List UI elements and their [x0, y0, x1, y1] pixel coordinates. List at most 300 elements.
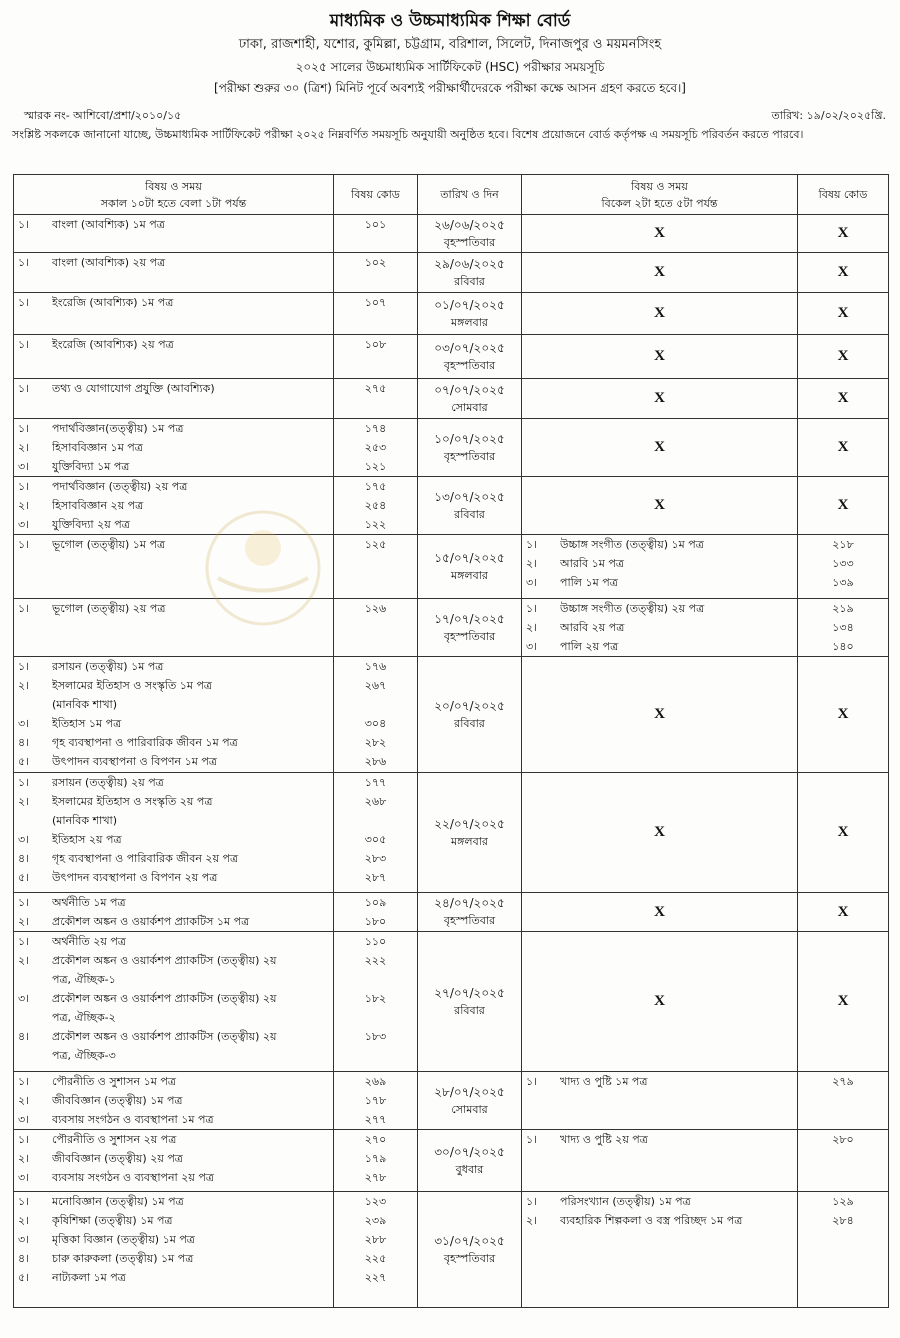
date-cell	[418, 379, 522, 419]
subject-code: ২১৮	[832, 538, 854, 551]
subject-line	[14, 1130, 333, 1149]
subject-name: বাংলা (আবশ্যিক) ২য় পত্র	[52, 256, 166, 269]
date-cell	[418, 773, 522, 893]
subject-name: জীববিজ্ঞান (তত্ত্বীয়) ২য় পত্র	[52, 1152, 183, 1165]
subject-code	[334, 695, 417, 714]
exam-date: ২৬/০৬/২০২৫	[434, 217, 505, 232]
date-cell	[418, 1130, 522, 1192]
subject-line	[14, 1249, 333, 1268]
subject-line	[14, 477, 333, 496]
subject-number	[14, 811, 52, 830]
subject-number: ৪।	[18, 1030, 30, 1043]
subject-code: ১৭৬	[364, 660, 387, 673]
exam-day: রবিবার	[454, 1003, 485, 1017]
subject-name: প্রকৌশল অঙ্কন ও ওয়ার্কশপ প্র্যাকটিস ১ম পত্র	[52, 915, 250, 928]
subject-name: (মানবিক শাখা)	[52, 814, 118, 827]
table-row	[14, 657, 889, 773]
afternoon-subject-cell	[522, 1072, 798, 1130]
subject-code	[334, 970, 417, 989]
subject-number: ১।	[526, 538, 538, 551]
subject-line	[14, 599, 333, 618]
subject-code: ২৫৩	[364, 441, 387, 454]
subject-number: ৪।	[18, 736, 30, 749]
subject-code: ২৮০	[832, 1133, 854, 1146]
morning-subject-cell	[14, 657, 334, 773]
date-cell	[418, 932, 522, 1072]
exam-date: ০৩/০৭/২০২৫	[434, 340, 505, 355]
subject-name: ভূগোল (তত্ত্বীয়) ২য় পত্র	[52, 602, 166, 615]
subject-number: ৩।	[526, 640, 538, 653]
subject-number: ৩।	[18, 1113, 30, 1126]
table-row	[14, 1130, 889, 1192]
subject-code: ২৬৯	[364, 1075, 387, 1088]
exam-date: ১৩/০৭/২০২৫	[434, 489, 505, 504]
afternoon-subject-cell	[522, 599, 798, 657]
notice-text: সংশ্লিষ্ট সকলকে জানানো যাচ্ছে, উচ্চমাধ্যমিক সার্টিফিকেট পরীক্ষা ২০২৫ নিম্নবর্ণিত সময়সূচি অনুযায়ী অনুষ্ঠিত হবে। বিশেষ প্রয়োজনে বোর্ড কর্তৃপক্ষ এ সময়সূচি পরিবর্তন করতে পারবে।	[12, 128, 804, 141]
subject-name: উৎপাদন ব্যবস্থাপনা ও বিপণন ১ম পত্র	[52, 755, 217, 768]
exam-instruction: [পরীক্ষা শুরুর ৩০ (ত্রিশ) মিনিট পূর্বে অবশ্যই পরীক্ষার্থীদেরকে পরীক্ষা কক্ষে আসন গ্রহণ করতে হবে।]	[214, 81, 686, 95]
subject-code: ৩০৫	[364, 833, 387, 846]
no-exam-mark: X	[798, 477, 889, 535]
subject-number: ৩।	[18, 717, 30, 730]
subject-number: ৪।	[18, 852, 30, 865]
subject-number: ১।	[18, 776, 30, 789]
subject-number: ৩।	[18, 1233, 30, 1246]
morning-subject-cell	[14, 379, 334, 419]
subject-number: ২।	[18, 1094, 30, 1107]
schedule-body	[14, 215, 889, 1308]
subject-name: ইসলামের ইতিহাস ও সংস্কৃতি ২য় পত্র	[52, 795, 213, 808]
subject-name: পত্র, ঐচ্ছিক-২	[52, 1011, 116, 1024]
exam-date: ০৭/০৭/২০২৫	[434, 382, 505, 397]
subject-name: কৃষিশিক্ষা (তত্ত্বীয়) ১ম পত্র	[52, 1214, 173, 1227]
board-cities: ঢাকা, রাজশাহী, যশোর, কুমিল্লা, চট্টগ্রাম, বরিশাল, সিলেট, দিনাজপুর ও ময়মনসিংহ	[238, 37, 662, 52]
exam-day: বৃহস্পতিবার	[443, 914, 496, 927]
exam-day: রবিবার	[454, 507, 485, 521]
subject-line	[14, 773, 333, 792]
subject-number: ১।	[18, 602, 30, 615]
subject-line	[14, 215, 333, 234]
subject-code: ২৮৭	[364, 871, 387, 884]
subject-line	[14, 676, 333, 695]
subject-code: ২৮৩	[364, 852, 387, 865]
subject-number: ১।	[18, 296, 30, 309]
subject-code	[334, 1008, 417, 1027]
morning-code-cell	[334, 657, 418, 773]
no-exam-mark: X	[798, 253, 889, 293]
morning-code-cell	[334, 419, 418, 477]
subject-number: ১।	[18, 538, 30, 551]
morning-code-cell	[334, 215, 418, 253]
morning-subject-cell	[14, 1192, 334, 1308]
subject-code: ২৮৮	[364, 1233, 387, 1246]
exam-date: ২৭/০৭/২০২৫	[434, 985, 505, 1000]
date-cell	[418, 535, 522, 599]
subject-line	[14, 792, 333, 811]
no-exam-mark: X	[522, 932, 798, 1072]
subject-code: ২৮৪	[832, 1214, 854, 1227]
board-name: মাধ্যমিক ও উচ্চমাধ্যমিক শিক্ষা বোর্ড	[329, 11, 571, 31]
exam-day: বুধবার	[455, 1162, 484, 1176]
subject-code: ১২৫	[364, 538, 387, 551]
table-row	[14, 215, 889, 253]
subject-line	[14, 1046, 333, 1065]
exam-day: মঙ্গলবার	[451, 315, 488, 329]
subject-number: ৩।	[18, 1171, 30, 1184]
subject-name: ভূগোল (তত্ত্বীয়) ১ম পত্র	[52, 538, 166, 551]
subject-code: ৩০৪	[364, 717, 387, 730]
exam-day: সোমবার	[451, 400, 488, 414]
subject-number: ১।	[18, 382, 30, 395]
date-cell	[418, 419, 522, 477]
subject-number: ১।	[18, 218, 30, 231]
subject-line	[14, 253, 333, 272]
table-row	[14, 1192, 889, 1308]
exam-day: বৃহস্পতিবার	[443, 235, 496, 249]
exam-day: বৃহস্পতিবার	[443, 358, 496, 372]
table-row	[14, 477, 889, 535]
table-row	[14, 419, 889, 477]
subject-line	[522, 535, 797, 554]
subject-line	[14, 912, 333, 931]
exam-schedule-table	[13, 174, 889, 1308]
date-cell	[418, 215, 522, 253]
table-row	[14, 773, 889, 893]
subject-number: ১।	[18, 935, 30, 948]
subject-code: ১৮২	[364, 992, 387, 1005]
subject-name: যুক্তিবিদ্যা ২য় পত্র	[52, 518, 130, 531]
table-row	[14, 893, 889, 932]
morning-subject-cell	[14, 253, 334, 293]
subject-name: মৃত্তিকা বিজ্ঞান (তত্ত্বীয়) ১ম পত্র	[52, 1233, 195, 1246]
subject-number	[14, 695, 52, 714]
date-cell	[418, 1192, 522, 1308]
subject-name: ইংরেজি (আবশ্যিক) ১ম পত্র	[52, 296, 174, 309]
subject-number	[14, 1046, 52, 1065]
subject-number	[14, 970, 52, 989]
subject-name: উৎপাদন ব্যবস্থাপনা ও বিপণন ২য় পত্র	[52, 871, 218, 884]
exam-day: সোমবার	[451, 1102, 488, 1116]
subject-line	[14, 335, 333, 354]
subject-number: ২।	[526, 557, 538, 570]
exam-date: ২৮/০৭/২০২৫	[434, 1084, 505, 1099]
schedule-title: ২০২৫ সালের উচ্চমাধ্যমিক সার্টিফিকেট (HSC) পরীক্ষার সময়সূচি	[295, 60, 605, 74]
subject-code: ১৭৪	[364, 422, 387, 435]
morning-code-cell	[334, 379, 418, 419]
subject-name: ব্যবসায় সংগঠন ও ব্যবস্থাপনা ১ম পত্র	[52, 1113, 214, 1126]
subject-name: পত্র, ঐচ্ছিক-১	[52, 973, 116, 986]
no-exam-mark: X	[522, 215, 798, 253]
subject-line	[522, 599, 797, 618]
subject-line	[14, 868, 333, 887]
afternoon-subject-cell	[522, 1130, 798, 1192]
subject-number: ৪।	[18, 1252, 30, 1265]
morning-code-cell	[334, 1072, 418, 1130]
exam-day: বৃহস্পতিবার	[443, 449, 496, 463]
subject-number: ২।	[18, 795, 30, 808]
subject-code: ১৪০	[832, 640, 854, 653]
subject-number: ১।	[18, 1075, 30, 1088]
subject-line	[14, 1211, 333, 1230]
morning-code-cell	[334, 293, 418, 335]
subject-name: অর্থনীতি ১ম পত্র	[52, 896, 126, 909]
exam-day: মঙ্গলবার	[451, 568, 488, 582]
subject-number: ১।	[18, 660, 30, 673]
no-exam-mark: X	[522, 419, 798, 477]
subject-number: ২।	[526, 621, 538, 634]
subject-code	[334, 811, 417, 830]
subject-number: ৩।	[18, 992, 30, 1005]
afternoon-code-cell	[798, 1072, 889, 1130]
afternoon-subject-cell	[522, 535, 798, 599]
morning-subject-cell	[14, 1072, 334, 1130]
morning-subject-cell	[14, 293, 334, 335]
subject-line	[522, 554, 797, 573]
date-cell	[418, 253, 522, 293]
date-cell	[418, 477, 522, 535]
memo-date: তারিখ: ১৯/০২/২০২৫খ্রি.	[771, 109, 886, 122]
table-row	[14, 253, 889, 293]
no-exam-mark: X	[522, 893, 798, 932]
subject-name: ইসলামের ইতিহাস ও সংস্কৃতি ১ম পত্র	[52, 679, 213, 692]
table-row	[14, 335, 889, 379]
subject-number: ১।	[18, 422, 30, 435]
subject-code: ১২৩	[364, 1195, 387, 1208]
afternoon-code-cell	[798, 535, 889, 599]
subject-line	[14, 515, 333, 534]
subject-line	[14, 1008, 333, 1027]
header-afternoon-label: বিষয় ও সময়	[631, 179, 688, 193]
subject-name: তথ্য ও যোগাযোগ প্রযুক্তি (আবশ্যিক)	[52, 382, 215, 395]
subject-name: হিসাববিজ্ঞান ২য় পত্র	[52, 499, 144, 512]
subject-code: ১৩৩	[832, 557, 854, 570]
no-exam-mark: X	[522, 477, 798, 535]
subject-number: ১।	[18, 1195, 30, 1208]
subject-code: ১৭৭	[364, 776, 387, 789]
exam-day: বৃহস্পতিবার	[443, 629, 496, 643]
exam-date: ১০/০৭/২০২৫	[434, 431, 505, 446]
subject-line	[14, 695, 333, 714]
subject-number: ১।	[18, 1133, 30, 1146]
subject-name: ব্যবহারিক শিল্পকলা ও বস্ত্র পরিচ্ছদ ১ম পত্র	[560, 1214, 743, 1227]
subject-code: ২৭৭	[364, 1113, 387, 1126]
subject-line	[14, 951, 333, 970]
subject-name: জীববিজ্ঞান (তত্ত্বীয়) ১ম পত্র	[52, 1094, 183, 1107]
afternoon-code-cell	[798, 1192, 889, 1308]
subject-name: চারু কারুকলা (তত্ত্বীয়) ১ম পত্র	[52, 1252, 194, 1265]
subject-code: ১১০	[364, 935, 387, 948]
subject-number: ৫।	[18, 755, 30, 768]
subject-code	[334, 1046, 417, 1065]
subject-line	[14, 849, 333, 868]
subject-line	[14, 714, 333, 733]
subject-line	[522, 1192, 797, 1211]
subject-name: পালি ২য় পত্র	[560, 640, 619, 653]
table-row	[14, 379, 889, 419]
exam-date: ৩০/০৭/২০২৫	[434, 1144, 505, 1159]
subject-number: ১।	[18, 256, 30, 269]
subject-code: ১৮০	[364, 915, 387, 928]
subject-code: ২৮৬	[364, 755, 387, 768]
exam-date: ১৭/০৭/২০২৫	[434, 611, 505, 626]
subject-name: প্রকৌশল অঙ্কন ও ওয়ার্কশপ প্র্যাকটিস (তত্ত্বীয়) ২য়	[52, 992, 277, 1005]
subject-line	[14, 1230, 333, 1249]
subject-line	[14, 438, 333, 457]
exam-date: ২৪/০৭/২০২৫	[434, 896, 505, 910]
exam-date: ২০/০৭/২০২৫	[434, 698, 505, 713]
subject-number: ৩।	[18, 460, 30, 473]
subject-line	[522, 1211, 797, 1230]
subject-code: ১৭৯	[364, 1152, 387, 1165]
subject-name: খাদ্য ও পুষ্টি ২য় পত্র	[560, 1133, 648, 1146]
morning-code-cell	[334, 773, 418, 893]
morning-subject-cell	[14, 1130, 334, 1192]
afternoon-subject-cell	[522, 1192, 798, 1308]
subject-name: বাংলা (আবশ্যিক) ১ম পত্র	[52, 218, 165, 231]
date-cell	[418, 1072, 522, 1130]
subject-name: (মানবিক শাখা)	[52, 698, 118, 711]
no-exam-mark: X	[522, 253, 798, 293]
subject-number: ২।	[526, 1214, 538, 1227]
subject-line	[14, 1192, 333, 1211]
header-date: তারিখ ও দিন	[418, 175, 522, 215]
morning-code-cell	[334, 535, 418, 599]
no-exam-mark: X	[522, 379, 798, 419]
subject-number: ১।	[526, 602, 538, 615]
subject-name: যুক্তিবিদ্যা ১ম পত্র	[52, 460, 130, 473]
subject-number: ৫।	[18, 871, 30, 884]
subject-code: ২১৯	[832, 602, 854, 615]
subject-name: মনোবিজ্ঞান (তত্ত্বীয়) ১ম পত্র	[52, 1195, 184, 1208]
subject-number: ২।	[18, 954, 30, 967]
subject-line	[14, 293, 333, 312]
subject-number: ১।	[526, 1133, 538, 1146]
subject-name: গৃহ ব্যবস্থাপনা ও পারিবারিক জীবন ২য় পত্র	[52, 852, 239, 865]
subject-name: ইতিহাস ২য় পত্র	[52, 833, 122, 846]
subject-name: পৌরনীতি ও সুশাসন ১ম পত্র	[52, 1075, 176, 1088]
subject-code: ১০৯	[364, 896, 387, 909]
subject-code: ১০৮	[364, 338, 387, 351]
subject-line	[14, 752, 333, 771]
morning-subject-cell	[14, 215, 334, 253]
exam-day: বৃহস্পতিবার	[443, 1251, 496, 1265]
subject-code: ২৩৯	[364, 1214, 387, 1227]
date-cell	[418, 599, 522, 657]
subject-code: ২৬৮	[364, 795, 387, 808]
afternoon-code-cell	[798, 599, 889, 657]
header-code: বিষয় কোড	[334, 175, 418, 215]
morning-subject-cell	[14, 335, 334, 379]
subject-name: উচ্চাঙ্গ সংগীত (তত্ত্বীয়) ২য় পত্র	[560, 602, 705, 615]
exam-day: মঙ্গলবার	[451, 834, 488, 848]
morning-code-cell	[334, 335, 418, 379]
subject-number	[14, 1008, 52, 1027]
subject-name: পত্র, ঐচ্ছিক-৩	[52, 1049, 116, 1062]
no-exam-mark: X	[798, 335, 889, 379]
memo-line	[0, 98, 900, 124]
subject-line	[14, 1027, 333, 1046]
subject-code: ২৭৮	[364, 1171, 387, 1184]
morning-code-cell	[334, 1130, 418, 1192]
no-exam-mark: X	[522, 657, 798, 773]
subject-code: ১২৯	[832, 1195, 854, 1208]
subject-code: ১০১	[364, 218, 387, 231]
subject-code: ১২২	[364, 518, 387, 531]
subject-number: ১।	[526, 1195, 538, 1208]
subject-number: ২।	[18, 1214, 30, 1227]
table-row	[14, 293, 889, 335]
table-row	[14, 932, 889, 1072]
subject-code: ২২২	[364, 954, 387, 967]
subject-code: ১৭৮	[364, 1094, 387, 1107]
subject-name: ইংরেজি (আবশ্যিক) ২য় পত্র	[52, 338, 174, 351]
subject-name: পদার্থবিজ্ঞান (তত্ত্বীয়) ২য় পত্র	[52, 480, 188, 493]
subject-line	[14, 1149, 333, 1168]
header-morning-label: বিষয় ও সময়	[145, 179, 202, 193]
table-row	[14, 599, 889, 657]
no-exam-mark: X	[798, 893, 889, 932]
subject-code: ১০৭	[364, 296, 387, 309]
no-exam-mark: X	[522, 293, 798, 335]
morning-code-cell	[334, 253, 418, 293]
subject-name: উচ্চাঙ্গ সংগীত (তত্ত্বীয়) ১ম পত্র	[560, 538, 704, 551]
subject-name: ব্যবসায় সংগঠন ও ব্যবস্থাপনা ২য় পত্র	[52, 1171, 214, 1184]
subject-name: ইতিহাস ১ম পত্র	[52, 717, 122, 730]
subject-line	[14, 1168, 333, 1187]
no-exam-mark: X	[798, 932, 889, 1072]
exam-date: ০১/০৭/২০২৫	[434, 297, 505, 312]
subject-number: ১।	[18, 896, 30, 909]
subject-number: ২।	[18, 441, 30, 454]
subject-line	[522, 1072, 797, 1091]
no-exam-mark: X	[798, 215, 889, 253]
subject-line	[14, 535, 333, 554]
morning-code-cell	[334, 477, 418, 535]
subject-code: ২৭০	[364, 1133, 387, 1146]
morning-subject-cell	[14, 419, 334, 477]
exam-date: ৩১/০৭/২০২৫	[434, 1233, 505, 1248]
no-exam-mark: X	[798, 379, 889, 419]
date-cell	[418, 657, 522, 773]
subject-line	[14, 970, 333, 989]
subject-code: ১২৬	[364, 602, 387, 615]
exam-date: ২৯/০৬/২০২৫	[434, 256, 505, 271]
subject-line	[14, 1091, 333, 1110]
subject-line	[14, 1268, 333, 1287]
subject-name: গৃহ ব্যবস্থাপনা ও পারিবারিক জীবন ১ম পত্র	[52, 736, 238, 749]
no-exam-mark: X	[798, 773, 889, 893]
memo-reference: স্মারক নং- আশিবো/প্রশা/২০১০/১৫	[24, 109, 182, 122]
date-cell	[418, 893, 522, 932]
subject-line	[14, 811, 333, 830]
subject-name: হিসাববিজ্ঞান ১ম পত্র	[52, 441, 143, 454]
subject-name: পদার্থবিজ্ঞান(তত্ত্বীয়) ১ম পত্র	[52, 422, 184, 435]
subject-number: ৩।	[18, 833, 30, 846]
subject-code: ২২৫	[364, 1252, 387, 1265]
morning-code-cell	[334, 599, 418, 657]
subject-name: পৌরনীতি ও সুশাসন ২য় পত্র	[52, 1133, 177, 1146]
no-exam-mark: X	[798, 657, 889, 773]
subject-name: পালি ১ম পত্র	[560, 576, 618, 589]
subject-code: ১২১	[364, 460, 387, 473]
subject-code: ২৭৫	[364, 382, 387, 395]
subject-code: ২৮২	[364, 736, 387, 749]
date-cell	[418, 293, 522, 335]
subject-name: আরবি ১ম পত্র	[560, 557, 624, 570]
subject-line	[522, 573, 797, 592]
afternoon-code-cell	[798, 1130, 889, 1192]
morning-subject-cell	[14, 932, 334, 1072]
